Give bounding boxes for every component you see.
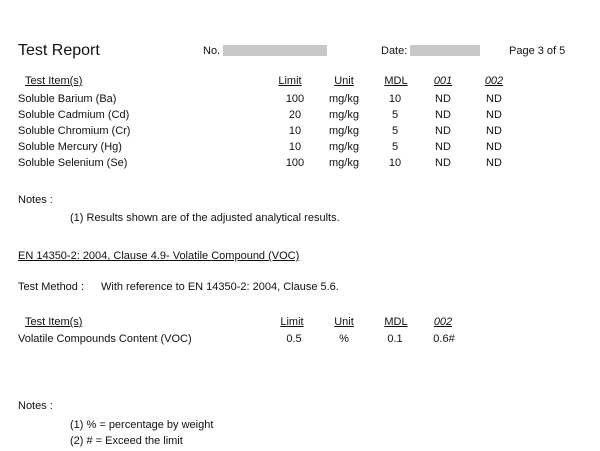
row-sample-001: ND bbox=[435, 157, 451, 169]
row-mdl: 5 bbox=[391, 109, 399, 121]
row-item: Soluble Chromium (Cr) bbox=[18, 125, 131, 137]
row-sample-002: ND bbox=[486, 125, 502, 137]
row-sample-002: ND bbox=[486, 141, 502, 153]
row-unit: mg/kg bbox=[329, 141, 359, 153]
row-item: Soluble Barium (Ba) bbox=[18, 93, 117, 105]
row-mdl: 5 bbox=[391, 125, 399, 137]
row-mdl: 10 bbox=[388, 157, 402, 169]
test-method-text: With reference to EN 14350-2: 2004, Clause 5.6. bbox=[101, 281, 339, 293]
row-limit: 0.5 bbox=[286, 333, 302, 345]
table2-header-limit: Limit bbox=[280, 316, 304, 328]
row-unit: % bbox=[339, 333, 349, 345]
table1-header-sample-001: 001 bbox=[433, 75, 453, 87]
row-unit: mg/kg bbox=[329, 93, 359, 105]
row-sample-001: ND bbox=[435, 125, 451, 137]
row-sample-001: ND bbox=[435, 93, 451, 105]
table1-header-mdl: MDL bbox=[384, 75, 408, 87]
row-sample-002: 0.6# bbox=[433, 333, 455, 345]
table2-header-unit: Unit bbox=[334, 316, 354, 328]
row-limit: 20 bbox=[288, 109, 302, 121]
row-mdl: 10 bbox=[388, 93, 402, 105]
table2-header-mdl: MDL bbox=[384, 316, 408, 328]
row-unit: mg/kg bbox=[329, 125, 359, 137]
notes-label: Notes : bbox=[18, 194, 53, 206]
table1-header-unit: Unit bbox=[334, 75, 354, 87]
row-item: Soluble Mercury (Hg) bbox=[18, 141, 122, 153]
redacted-report-no bbox=[223, 45, 327, 56]
row-sample-002: ND bbox=[486, 93, 502, 105]
notes-label: Notes : bbox=[18, 400, 53, 412]
row-mdl: 5 bbox=[391, 141, 399, 153]
row-item: Soluble Cadmium (Cd) bbox=[18, 109, 130, 121]
row-sample-002: ND bbox=[486, 157, 502, 169]
table1-header-sample-002: 002 bbox=[484, 75, 504, 87]
row-unit: mg/kg bbox=[329, 157, 359, 169]
row-sample-001: ND bbox=[435, 141, 451, 153]
report-no-label: No. bbox=[203, 45, 221, 57]
row-limit: 100 bbox=[285, 157, 305, 169]
row-limit: 10 bbox=[288, 141, 302, 153]
note-item: (1) % = percentage by weight bbox=[70, 419, 214, 431]
page-title: Test Report bbox=[18, 42, 100, 59]
row-sample-002: ND bbox=[486, 109, 502, 121]
date-label: Date: bbox=[381, 45, 408, 57]
page-number: Page 3 of 5 bbox=[509, 45, 566, 57]
row-unit: mg/kg bbox=[329, 109, 359, 121]
table1-header-limit: Limit bbox=[278, 75, 302, 87]
row-item: Volatile Compounds Content (VOC) bbox=[18, 333, 192, 345]
row-limit: 10 bbox=[288, 125, 302, 137]
test-method-label: Test Method : bbox=[18, 281, 85, 293]
table2-header-sample-002: 002 bbox=[433, 316, 453, 328]
section-heading: EN 14350-2: 2004, Clause 4.9- Volatile Compound (VOC) bbox=[18, 250, 300, 262]
redacted-date bbox=[410, 45, 480, 56]
row-sample-001: ND bbox=[435, 109, 451, 121]
note-item: (1) Results shown are of the adjusted analytical results. bbox=[70, 212, 340, 224]
row-item: Soluble Selenium (Se) bbox=[18, 157, 128, 169]
note-item: (2) # = Exceed the limit bbox=[70, 435, 183, 447]
row-mdl: 0.1 bbox=[387, 333, 403, 345]
table1-header-item: Test Item(s) bbox=[25, 75, 83, 87]
table2-header-item: Test Item(s) bbox=[25, 316, 83, 328]
row-limit: 100 bbox=[285, 93, 305, 105]
